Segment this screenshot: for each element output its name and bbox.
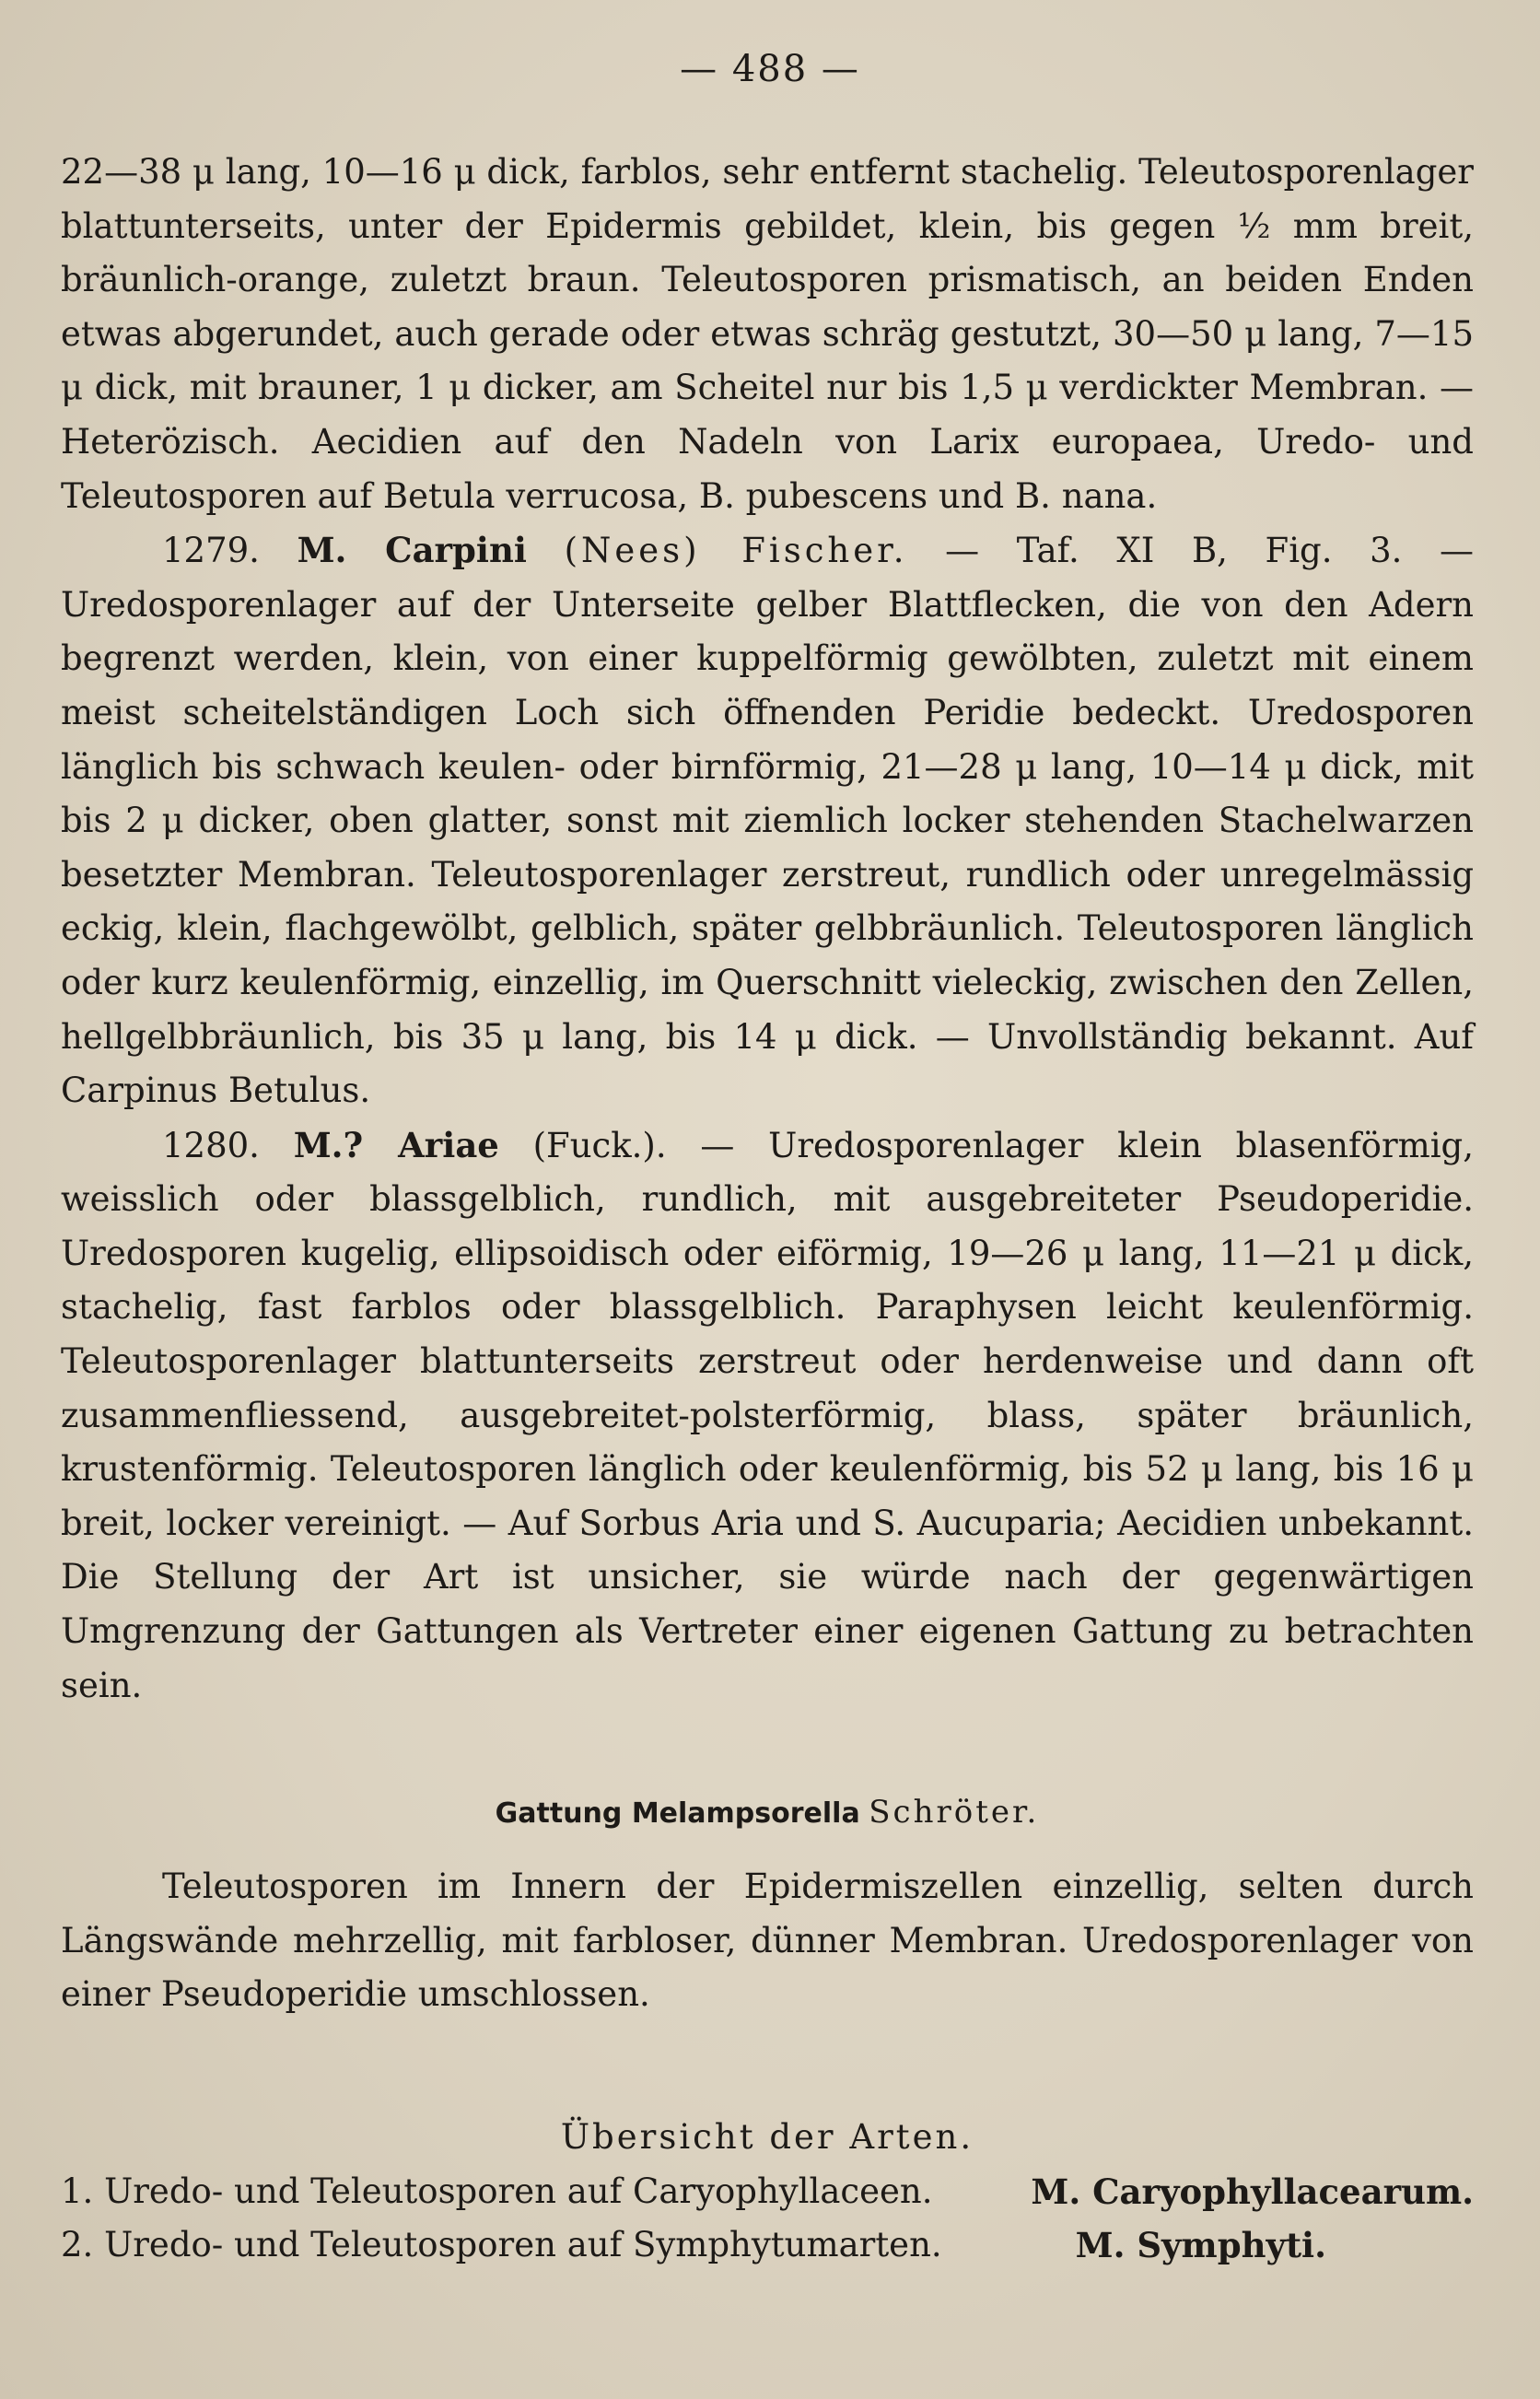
key-row-1 bbox=[61, 2165, 1474, 2219]
page-number: — 488 — bbox=[680, 48, 860, 90]
key-text: 1. Uredo- und Teleutosporen auf Caryophyllaceen. bbox=[61, 2171, 933, 2211]
species-description: — Uredosporenlager klein blasenförmig, weisslich oder blassgelblich, rundlich, mit ausgebreiteter Pseudoperidie. Uredosporen kugelig, ellipsoidisch oder eiförmig, 19—26 μ lang, 11—21 μ dick, stachelig, fast farblos oder blassgelblich. Paraphysen leicht keulenförmig. Teleutosporenlager blattunterseits zerstreut oder herdenweise und dann oft zusammenfliessend, ausgebreitet-polsterförmig, blass, später bräunlich, krustenförmig. Teleutosporen länglich oder keulenförmig, bis 52 μ lang, bis 16 μ breit, locker vereinigt. — Auf Sorbus Aria und S. Aucuparia; Aecidien unbekannt. Die Stellung der Art ist unsicher, sie würde nach der gegenwärtigen Umgrenzung der Gattungen als Vertreter einer eigenen Gattung zu betrachten sein. bbox=[61, 1125, 1474, 1705]
overview-heading: Übersicht der Arten. bbox=[560, 2117, 974, 2157]
entry-number: 1279. bbox=[162, 531, 260, 571]
species-name: M. Carpini bbox=[297, 530, 527, 571]
genus-description: Teleutosporen im Innern der Epidermiszellen einzellig, selten durch Längswände mehrzellig, mit farbloser, dünner Membran. Uredosporenlager von einer Pseudoperidie umschlossen. bbox=[61, 1867, 1474, 2015]
key-row-2 bbox=[61, 2218, 1474, 2273]
species-entry-1279 bbox=[61, 523, 1474, 1118]
genus-author: Schröter. bbox=[869, 1794, 1040, 1831]
key-taxon: M. Symphyti. bbox=[1075, 2225, 1326, 2266]
paragraph-continuation: 22—38 μ lang, 10—16 μ dick, farblos, sehr entfernt stachelig. Teleutosporenlager blattunterseits, unter der Epidermis gebildet, klein, bis gegen ½ mm breit, bräunlich-orange, zuletzt braun. Teleutosporen prismatisch, an beiden Enden etwas abgerundet, auch gerade oder etwas schräg gestutzt, 30—50 μ lang, 7—15 μ dick, mit brauner, 1 μ dicker, am Scheitel nur bis 1,5 μ verdickter Membran. — Heterözisch. Aecidien auf den Nadeln von Larix europaea, Uredo- und Teleutosporen auf Betula verrucosa, B. pubescens und B. nana. bbox=[61, 152, 1474, 516]
page-body bbox=[61, 146, 1474, 2273]
genus-name: Gattung Melampsorella bbox=[495, 1797, 860, 1831]
entry-number: 1280. bbox=[162, 1125, 260, 1165]
spacer bbox=[61, 1713, 1474, 1766]
key-taxon: M. Caryophyllacearum. bbox=[1031, 2171, 1474, 2212]
species-name: M.? Ariae bbox=[293, 1124, 499, 1165]
spacer bbox=[61, 2022, 1474, 2111]
species-description: — Taf. XI B, Fig. 3. — Uredosporenlager auf der Unterseite gelber Blattflecken, die von den Adern begrenzt werden, klein, von einer kuppelförmig gewölbten, zuletzt mit einem meist scheitelständigen Loch sich öffnenden Peridie bedeckt. Uredosporen länglich bis schwach keulen- oder birnförmig, 21—28 μ lang, 10—14 μ dick, mit bis 2 μ dicker, oben glatter, sonst mit ziemlich locker stehenden Stachelwarzen besetzter Membran. Teleutosporenlager zerstreut, rundlich oder unregelmässig eckig, klein, flachgewölbt, gelblich, später gelbbräunlich. Teleutosporen länglich oder kurz keulenförmig, einzellig, im Querschnitt vieleckig, zwischen den Zellen, hellgelbbräunlich, bis 35 μ lang, bis 14 μ dick. — Unvollständig bekannt. Auf Carpinus Betulus. bbox=[61, 531, 1475, 1111]
species-authority: (Nees) Fischer. bbox=[564, 531, 908, 571]
species-authority: (Fuck.). bbox=[532, 1125, 667, 1165]
key-text: 2. Uredo- und Teleutosporen auf Symphytumarten. bbox=[61, 2225, 942, 2265]
genus-heading bbox=[61, 1766, 1474, 1860]
species-entry-1280 bbox=[61, 1118, 1474, 1714]
